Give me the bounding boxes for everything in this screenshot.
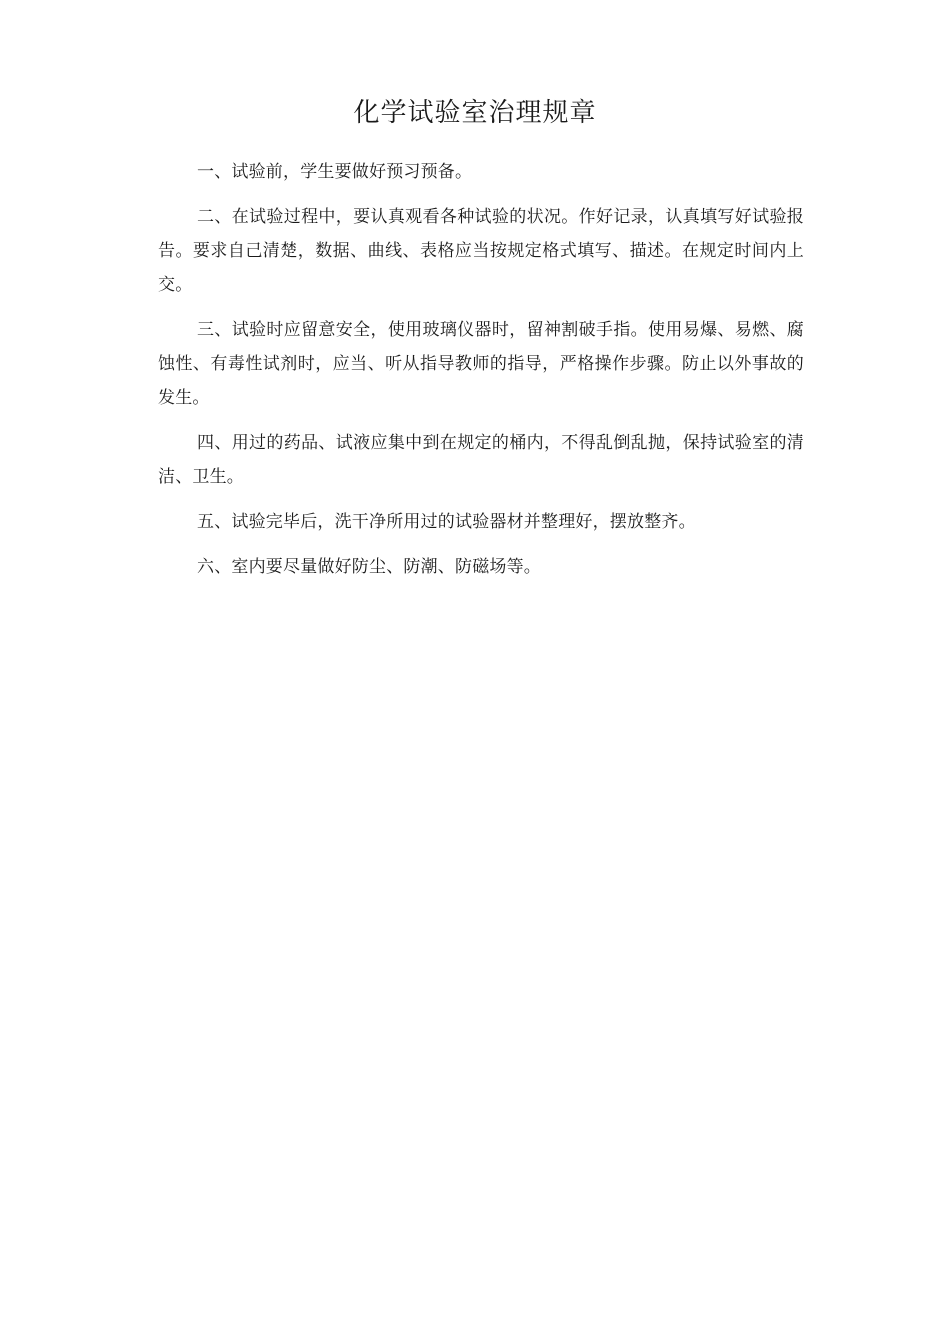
rule-paragraph-4: 四、用过的药品、试液应集中到在规定的桶内，不得乱倒乱抛，保持试验室的清洁、卫生。 — [158, 433, 804, 487]
rule-paragraph-3: 三、试验时应留意安全，使用玻璃仪器时，留神割破手指。使用易爆、易燃、腐蚀性、有毒性试剂时，应当、听从指导教师的指导，严格操作步骤。防止以外事故的发生。 — [158, 320, 804, 408]
rule-paragraph-6: 六、室内要尽量做好防尘、防潮、防磁场等。 — [197, 557, 541, 577]
document-title: 化学试验室治理规章 — [353, 98, 597, 128]
rule-paragraph-5: 五、试验完毕后，洗干净所用过的试验器材并整理好，摆放整齐。 — [197, 512, 696, 532]
rule-paragraph-2: 二、在试验过程中，要认真观看各种试验的状况。作好记录，认真填写好试验报告。要求自己清楚，数据、曲线、表格应当按规定格式填写、描述。在规定时间内上交。 — [158, 207, 804, 295]
document-body — [158, 155, 804, 595]
rule-paragraph-1: 一、试验前，学生要做好预习预备。 — [197, 162, 473, 182]
